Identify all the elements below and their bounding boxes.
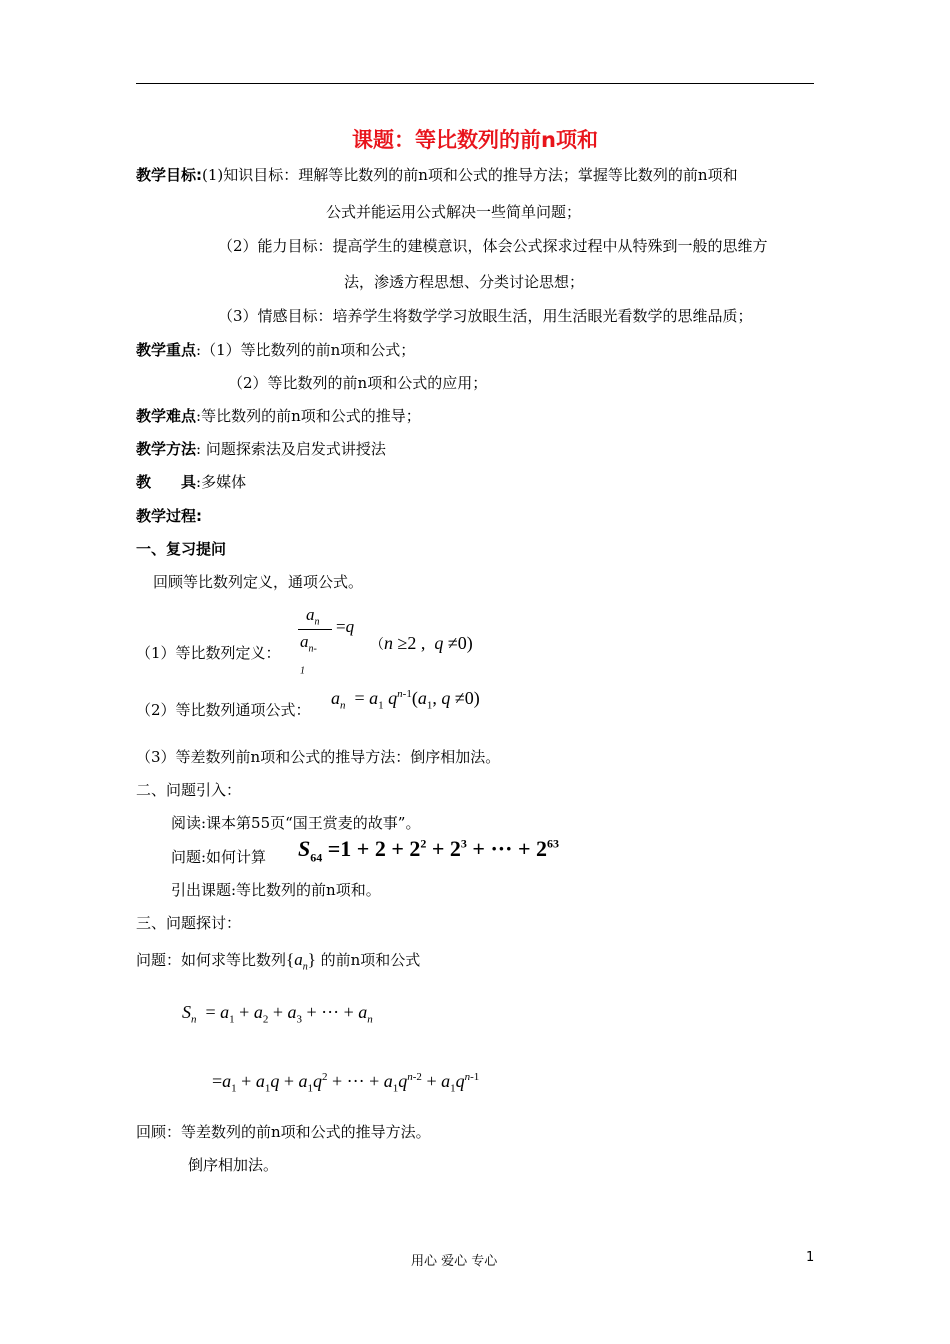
- page-number: 1: [806, 1250, 815, 1265]
- section3-question: [136, 949, 420, 972]
- difficulty-line: [136, 405, 421, 426]
- section3-question-pre: 问题：如何求等比数列: [136, 951, 287, 969]
- header-rule: [136, 83, 814, 84]
- tools-label: 教 具: [136, 473, 197, 491]
- objectives-label: 教学目标:: [136, 166, 202, 184]
- section1-heading: 一、复习提问: [136, 540, 227, 558]
- section2-lead: 引出课题:等比数列的前n项和。: [171, 881, 381, 899]
- page-title: 课题：等比数列的前n项和: [352, 128, 598, 152]
- objectives-line2: （2）能力目标：提高学生的建模意识，体会公式探求过程中从特殊到一般的思维方: [218, 237, 768, 255]
- section1-intro: 回顾等比数列定义，通项公式。: [153, 573, 364, 591]
- section1-item2: （2）等比数列通项公式：: [136, 701, 311, 719]
- key-points-line1: [136, 339, 415, 360]
- sum-s64-formula: $S_{64} =1 + 2 + 2^2 + 2^3$ + ··· + $2^{63}$: [298, 836, 559, 865]
- difficulty-text: :等比数列的前n项和公式的推导；: [196, 407, 421, 425]
- general-term-formula: $a_n = a_1$ $q^{n-1}(a_1$, q ≠0): [331, 688, 480, 712]
- key-points-label: 教学重点: [136, 341, 197, 359]
- footer-slogan: 用心 爱心 专心: [411, 1254, 498, 1269]
- tools-text: :多媒体: [196, 473, 247, 491]
- objectives-line3: （3）情感目标：培养学生将数学学习放眼生活，用生活眼光看数学的思维品质；: [218, 307, 753, 325]
- objectives-line1: [136, 164, 738, 185]
- section3-review2: 倒序相加法。: [188, 1156, 279, 1174]
- section3-review: 回顾：等差数列的前n项和公式的推导方法。: [136, 1123, 431, 1141]
- section2-question: 问题:如何计算: [171, 848, 267, 866]
- sum-sn-formula: $S_n = a_1 + a_2 + a_3$ + ··· + $a_n$: [182, 1002, 373, 1026]
- section3-heading: 三、问题探讨：: [136, 914, 242, 932]
- objectives-line1b: 公式并能运用公式解决一些简单问题；: [326, 203, 582, 221]
- difficulty-label: 教学难点: [136, 407, 197, 425]
- section1-item1: （1）等比数列定义：: [136, 644, 281, 662]
- section2-read: 阅读:课本第55页“国王赏麦的故事”。: [171, 814, 421, 832]
- key-points-item1: :（1）等比数列的前n项和公式；: [196, 341, 416, 359]
- tools-line: [136, 471, 246, 492]
- sum-sn-expansion: $=a_1 + a_1q + a_1q^2$ + ··· + $a_1q^{n-2} + a_1q^{n-1}$: [212, 1071, 480, 1095]
- ratio-condition-paren: （: [370, 638, 384, 653]
- objectives-line2b: 法，渗透方程思想、分类讨论思想；: [344, 273, 585, 291]
- section1-item3: （3）等差数列前n项和公式的推导方法：倒序相加法。: [136, 748, 501, 766]
- objectives-text1: (1)知识目标：理解等比数列的前n项和公式的推导方法；掌握等比数列的前n项和: [202, 166, 738, 184]
- method-label: 教学方法: [136, 440, 197, 458]
- sequence-an-symbol: $\{a_n\}$: [286, 950, 316, 973]
- section2-heading: 二、问题引入：: [136, 781, 242, 799]
- process-label: 教学过程:: [136, 507, 202, 525]
- method-text: : 问题探索法及启发式讲授法: [196, 440, 386, 458]
- section3-question-post: 的前n项和公式: [320, 951, 421, 969]
- key-points-item2: （2）等比数列的前n项和公式的应用；: [228, 374, 488, 392]
- ratio-condition: （n ≥2 , q ≠0): [370, 633, 473, 653]
- method-line: [136, 438, 386, 459]
